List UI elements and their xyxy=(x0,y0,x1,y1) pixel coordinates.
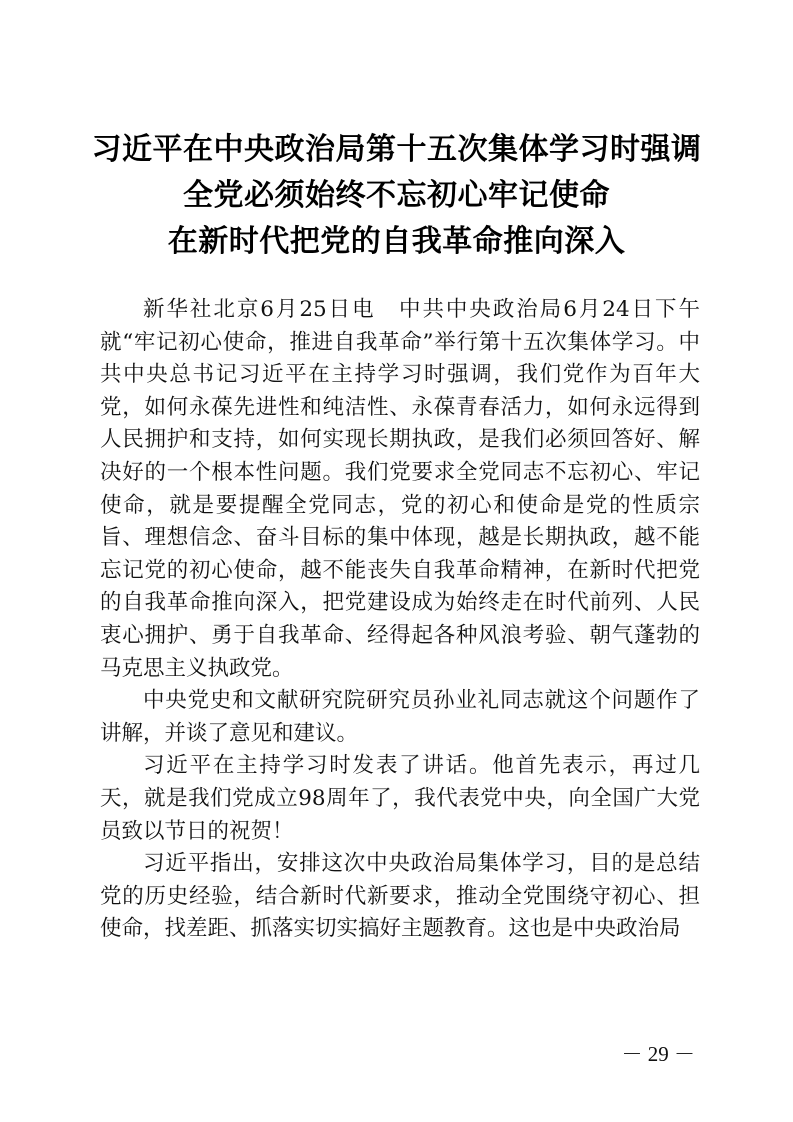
paragraph-3: 习近平在主持学习时发表了讲话。他首先表示，再过几天，就是我们党成立98周年了，我代表党中央，向全国广大党员致以节日的祝贺！ xyxy=(100,753,700,844)
title-line-2: 全党必须始终不忘初心牢记使命 xyxy=(183,178,610,213)
paragraph-2: 中央党史和文献研究院研究员孙业礼同志就这个问题作了讲解，并谈了意见和建议。 xyxy=(100,688,700,746)
paragraph-4: 习近平指出，安排这次中央政治局集体学习，目的是总结党的历史经验，结合新时代新要求，推动全党围绕守初心、担使命，找差距、抓落实切实搞好主题教育。这也是中央政治局 xyxy=(100,851,700,942)
paragraph-1: 新华社北京6月25日电 中共中央政治局6月24日下午就“牢记初心使命，推进自我革命”举行第十五次集体学习。中共中央总书记习近平在主持学习时强调，我们党作为百年大党，如何永葆先进性和纯洁性、永葆青春活力，如何永远得到人民拥护和支持，如何实现长期执政，是我们必须回答好、解决好的一个根本性问题。我们党要求全党同志不忘初心、牢记使命，就是要提醒全党同志，党的初心和使命是党的性质宗旨、理想信念、奋斗目标的集中体现，越是长期执政，越不能忘记党的初心使命，越不能丧失自我革命精神，在新时代把党的自我革命推向深入，把党建设成为始终走在时代前列、人民衷心拥护、勇于自我革命、经得起各种风浪考验、朝气蓬勃的马克思主义执政党。 xyxy=(100,297,700,681)
article-title xyxy=(0,127,793,265)
article-body xyxy=(100,294,700,946)
title-line-1: 习近平在中央政治局第十五次集体学习时强调 xyxy=(91,132,702,167)
page-number: － 29 － xyxy=(621,1042,695,1066)
title-line-3: 在新时代把党的自我革命推向深入 xyxy=(167,224,626,259)
